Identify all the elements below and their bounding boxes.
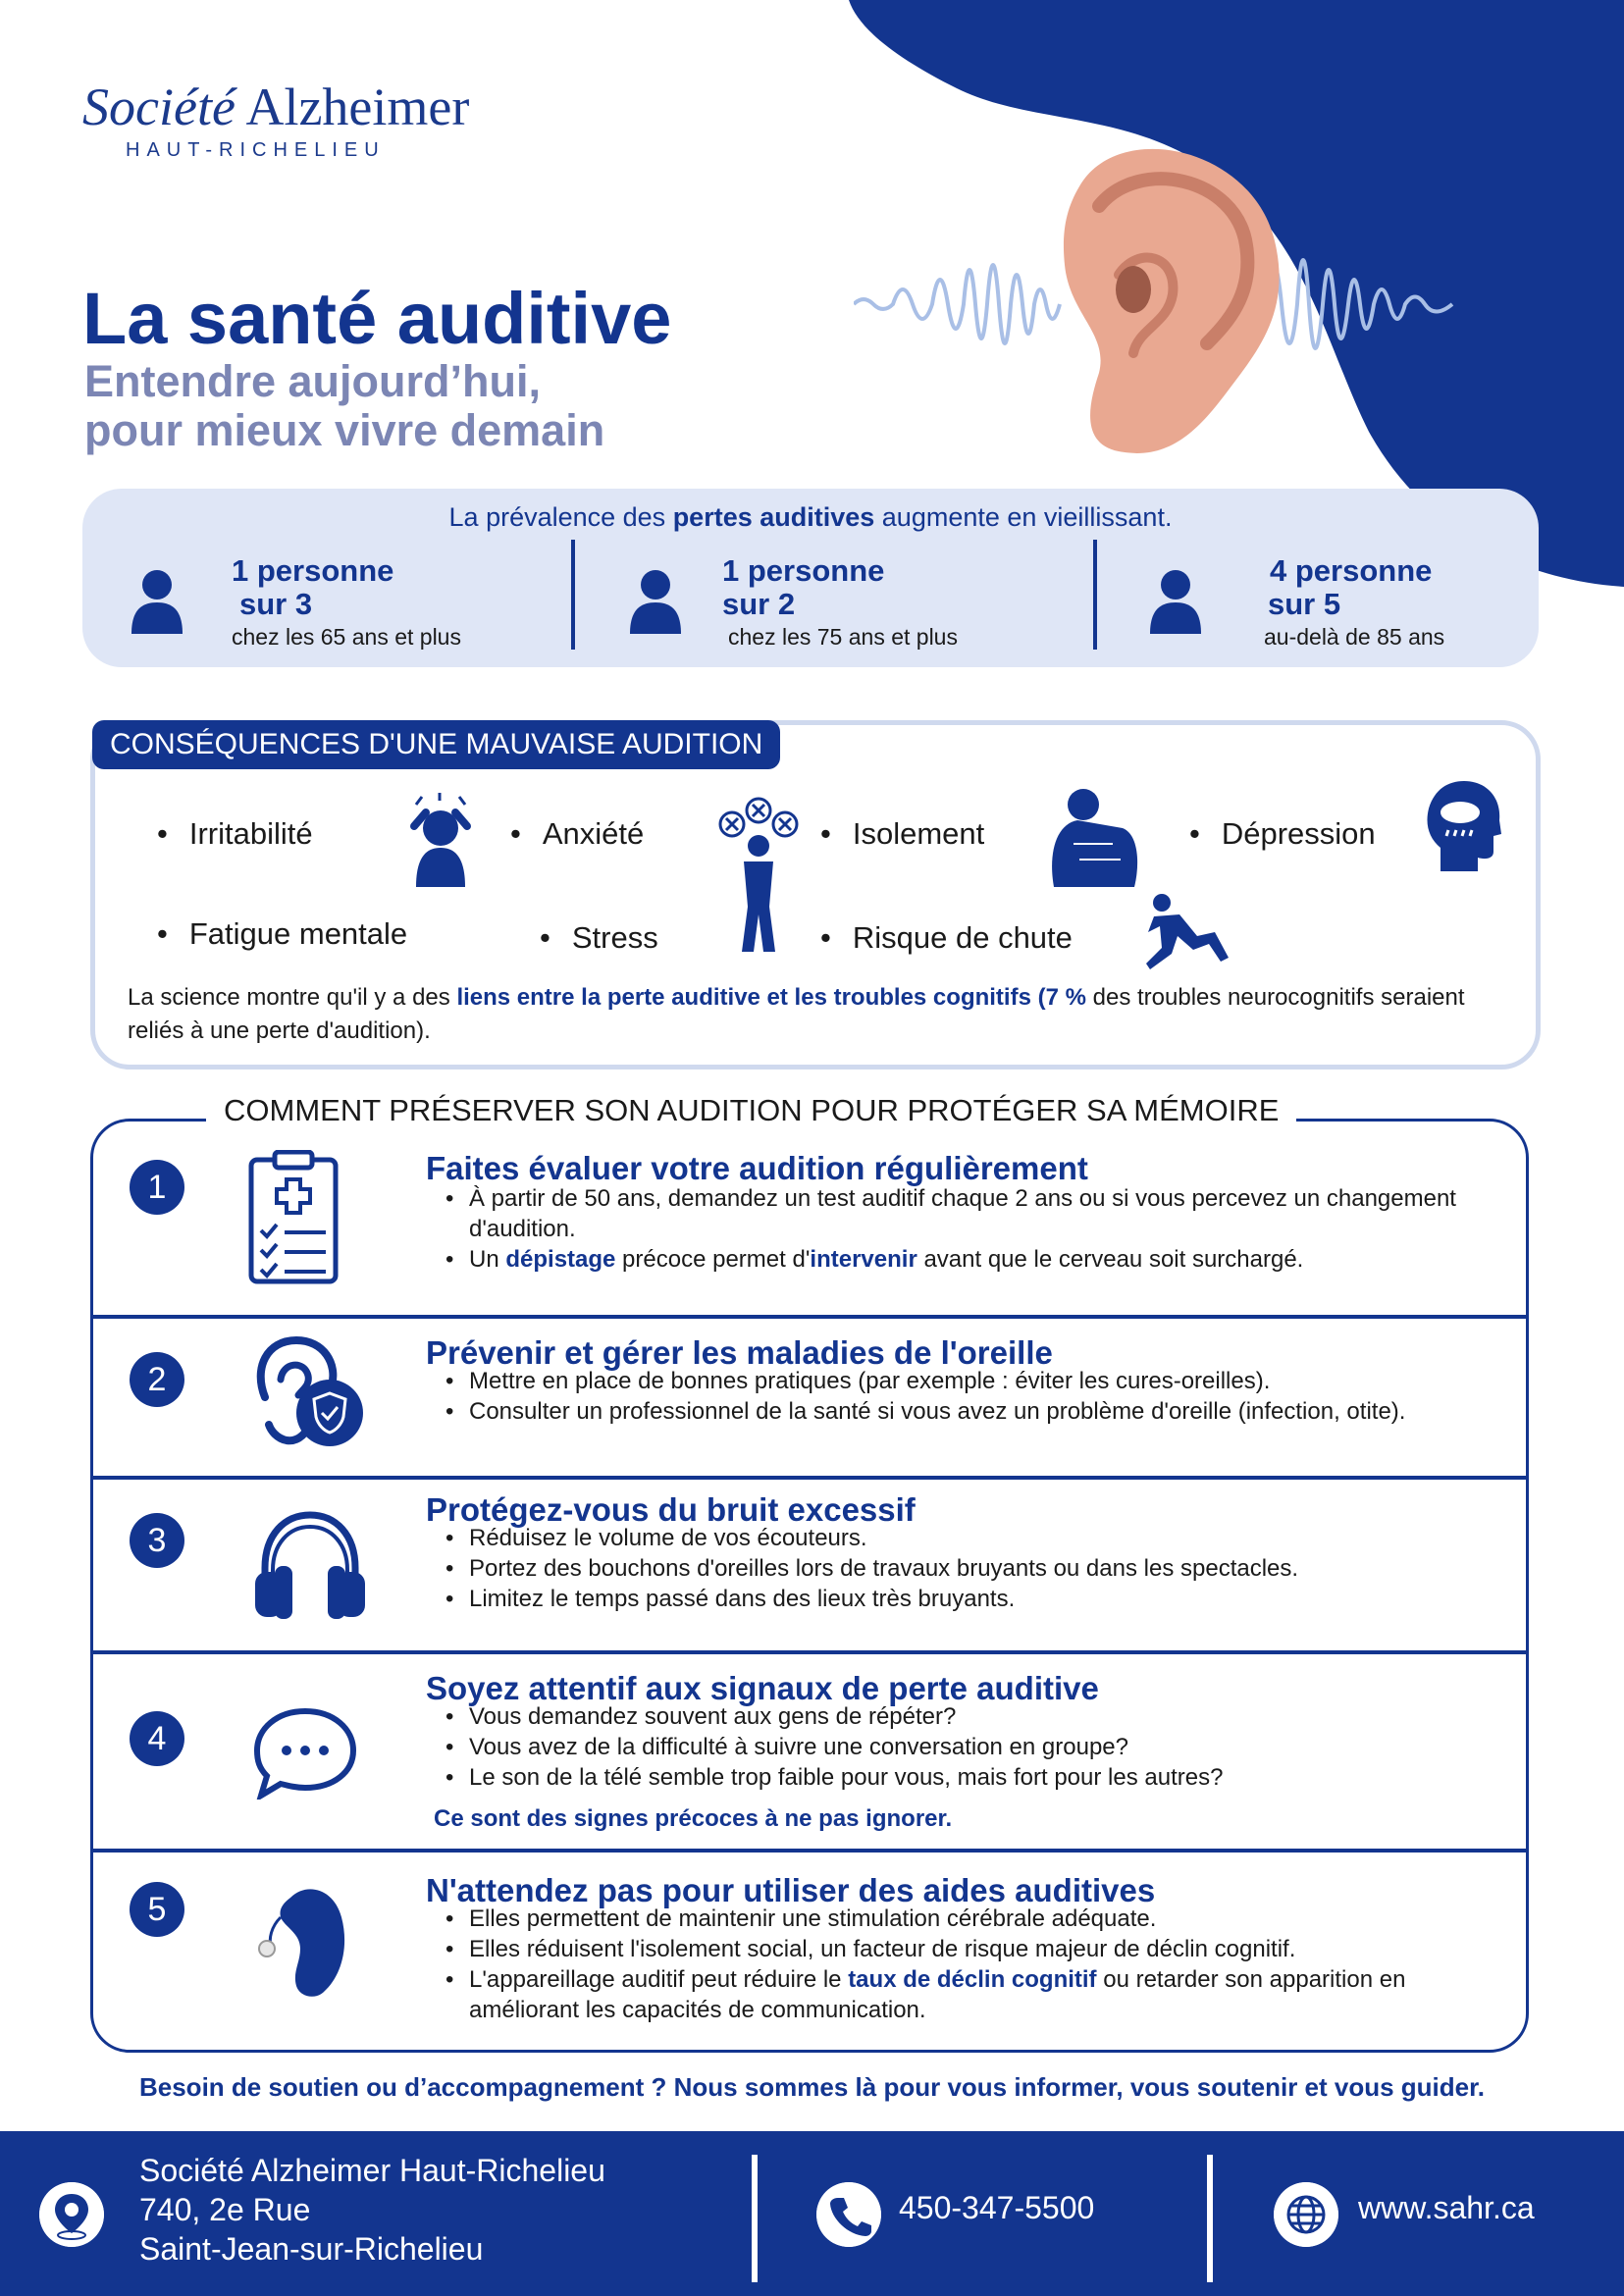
clipboard-checklist-icon — [247, 1150, 340, 1285]
step-note: Ce sont des signes précoces à ne pas ignorer. — [434, 1805, 953, 1832]
footer-address — [139, 2151, 605, 2269]
headphones-icon — [251, 1509, 369, 1619]
support-message: Besoin de soutien ou d’accompagnement ? Nous sommes là pour vous informer, vous soutenir et vous guider. — [138, 2072, 1486, 2102]
step-number: 3 — [130, 1513, 184, 1568]
note-text: La science montre qu'il y a des — [128, 984, 457, 1011]
step-number: 2 — [130, 1352, 184, 1407]
bullet-text: L'appareillage auditif peut réduire le — [469, 1966, 849, 1993]
prevalence-panel — [82, 489, 1539, 667]
step-bullet — [469, 1964, 1509, 2025]
step-bullets — [469, 1183, 1509, 1275]
step-bullet: • Mettre en place de bonnes pratiques (par exemple : éviter les cures-oreilles). — [469, 1366, 1509, 1396]
step-bullet: • Le son de la télé semble trop faible pour vous, mais fort pour les autres? — [469, 1762, 1509, 1793]
step-bullet: • Vous avez de la difficulté à suivre une conversation en groupe? — [469, 1732, 1509, 1762]
step-number: 5 — [130, 1882, 184, 1937]
prevalence-intro-text: La prévalence des — [448, 502, 673, 532]
consequence-item: • Irritabilité — [157, 816, 313, 852]
footer — [0, 2131, 1624, 2296]
consequence-item: • Fatigue mentale — [157, 916, 407, 952]
step-2 — [90, 1319, 1529, 1476]
person-icon — [130, 569, 184, 634]
stat-item — [628, 540, 958, 657]
step-bullets — [469, 1366, 1509, 1427]
person-icon — [1148, 569, 1203, 634]
bullet-text: avant que le cerveau soit surchargé. — [917, 1246, 1304, 1273]
step-5 — [90, 1852, 1529, 2049]
phone-icon — [816, 2182, 881, 2247]
organization-logo — [82, 77, 573, 162]
step-title: Prévenir et gérer les maladies de l'oreille — [426, 1334, 1053, 1371]
footer-divider — [752, 2155, 758, 2282]
step-number: 1 — [130, 1160, 184, 1215]
step-title: Soyez attentif aux signaux de perte auditive — [426, 1670, 1099, 1706]
bullet-text: ou retarder son apparition en améliorant les capacités de communication. — [469, 1966, 1406, 2023]
stat-line-3: chez les 65 ans et plus — [232, 624, 461, 650]
step-title: Protégez-vous du bruit excessif — [426, 1491, 916, 1528]
isolated-person-icon — [1044, 785, 1142, 887]
prevalence-intro-end: augmente en vieillissant. — [874, 502, 1173, 532]
footer-phone[interactable]: 450-347-5500 — [899, 2190, 1095, 2225]
step-bullet: • Réduisez le volume de vos écouteurs. — [469, 1523, 1509, 1553]
step-bullets — [469, 1904, 1509, 2025]
logo-societe: Société — [82, 78, 236, 136]
stat-line-2: sur 5 — [1268, 587, 1341, 621]
address-line: Saint-Jean-sur-Richelieu — [139, 2231, 484, 2267]
step-bullet: • Elles réduisent l'isolement social, un facteur de risque majeur de déclin cognitif. — [469, 1934, 1509, 1964]
subtitle-line-1: Entendre aujourd’hui, — [84, 356, 542, 406]
location-pin-icon — [39, 2182, 104, 2247]
consequences-heading: CONSÉQUENCES D'UNE MAUVAISE AUDITION — [92, 720, 780, 769]
step-bullets — [469, 1701, 1509, 1793]
frustrated-person-icon — [396, 793, 485, 887]
stat-item — [130, 540, 461, 657]
hearing-aid-icon — [251, 1878, 349, 2000]
stat-line-1: 4 personne — [1270, 553, 1433, 588]
page-title: La santé auditive — [82, 278, 672, 359]
step-bullet: • À partir de 50 ans, demandez un test auditif chaque 2 ans ou si vous percevez un changement d'audition. — [469, 1183, 1509, 1244]
head-storm-cloud-icon — [1425, 777, 1503, 871]
step-bullet — [469, 1244, 1509, 1275]
logo-region: HAUT-RICHELIEU — [126, 139, 386, 161]
stat-line-2: sur 2 — [722, 587, 796, 621]
globe-icon — [1274, 2182, 1338, 2247]
note-text-end: des troubles neurocognitifs seraient reliés à une perte d'audition). — [128, 984, 1465, 1044]
stat-line-1: 1 personne — [722, 553, 885, 588]
stat-divider — [571, 540, 575, 650]
footer-divider — [1207, 2155, 1213, 2282]
falling-person-icon — [1144, 893, 1232, 969]
stat-line-2: sur 3 — [239, 587, 313, 621]
step-bullet: • Limitez le temps passé dans des lieux très bruyants. — [469, 1584, 1509, 1614]
consequences-note — [128, 981, 1501, 1048]
footer-website[interactable]: www.sahr.ca — [1358, 2190, 1535, 2225]
prevalence-intro-bold: pertes auditives — [672, 502, 875, 532]
step-bullet: • Elles permettent de maintenir une stimulation cérébrale adéquate. — [469, 1904, 1509, 1934]
step-4 — [90, 1654, 1529, 1849]
address-line: Société Alzheimer Haut-Richelieu — [139, 2153, 605, 2188]
prevalence-intro — [82, 502, 1539, 533]
logo-alzheimer: Alzheimer — [245, 78, 470, 136]
stat-item — [1148, 540, 1521, 657]
subtitle-line-2: pour mieux vivre demain — [84, 405, 605, 455]
note-highlight: liens entre la perte auditive et les troubles cognitifs (7 % — [456, 984, 1086, 1011]
consequence-item: • Risque de chute — [820, 920, 1073, 956]
consequence-item: • Isolement — [820, 816, 984, 852]
stat-line-1: 1 personne — [232, 553, 394, 588]
step-3 — [90, 1480, 1529, 1650]
step-number: 4 — [130, 1711, 184, 1766]
step-bullet: • Consulter un professionnel de la santé si vous avez un problème d'oreille (infection, otite). — [469, 1396, 1509, 1427]
stat-divider — [1093, 540, 1097, 650]
person-icon — [628, 569, 683, 634]
step-1 — [90, 1138, 1529, 1315]
bullet-text: Un — [469, 1246, 506, 1273]
ear-illustration — [854, 128, 1492, 461]
stat-line-3: au-delà de 85 ans — [1264, 624, 1445, 650]
stat-line-3: chez les 75 ans et plus — [728, 624, 958, 650]
anxious-person-icon — [714, 797, 803, 954]
page-subtitle — [84, 357, 604, 455]
step-bullets — [469, 1523, 1509, 1614]
step-title: Faites évaluer votre audition régulièrement — [426, 1150, 1088, 1186]
step-title: N'attendez pas pour utiliser des aides auditives — [426, 1872, 1156, 1908]
speech-bubble-icon — [251, 1705, 359, 1800]
step-bullet: • Vous demandez souvent aux gens de répéter? — [469, 1701, 1509, 1732]
howto-heading: COMMENT PRÉSERVER SON AUDITION POUR PROTÉGER SA MÉMOIRE — [206, 1093, 1296, 1128]
ear-shield-icon — [247, 1334, 365, 1452]
step-bullet: • Portez des bouchons d'oreilles lors de travaux bruyants ou dans les spectacles. — [469, 1553, 1509, 1584]
bullet-bold: intervenir — [810, 1246, 917, 1273]
bullet-bold: taux de déclin cognitif — [848, 1966, 1097, 1993]
consequence-item: • Stress — [540, 920, 658, 956]
bullet-text: précoce permet d' — [615, 1246, 811, 1273]
address-line: 740, 2e Rue — [139, 2192, 311, 2227]
bullet-bold: dépistage — [505, 1246, 616, 1273]
consequence-item: • Dépression — [1189, 816, 1376, 852]
consequence-item: • Anxiété — [510, 816, 644, 852]
